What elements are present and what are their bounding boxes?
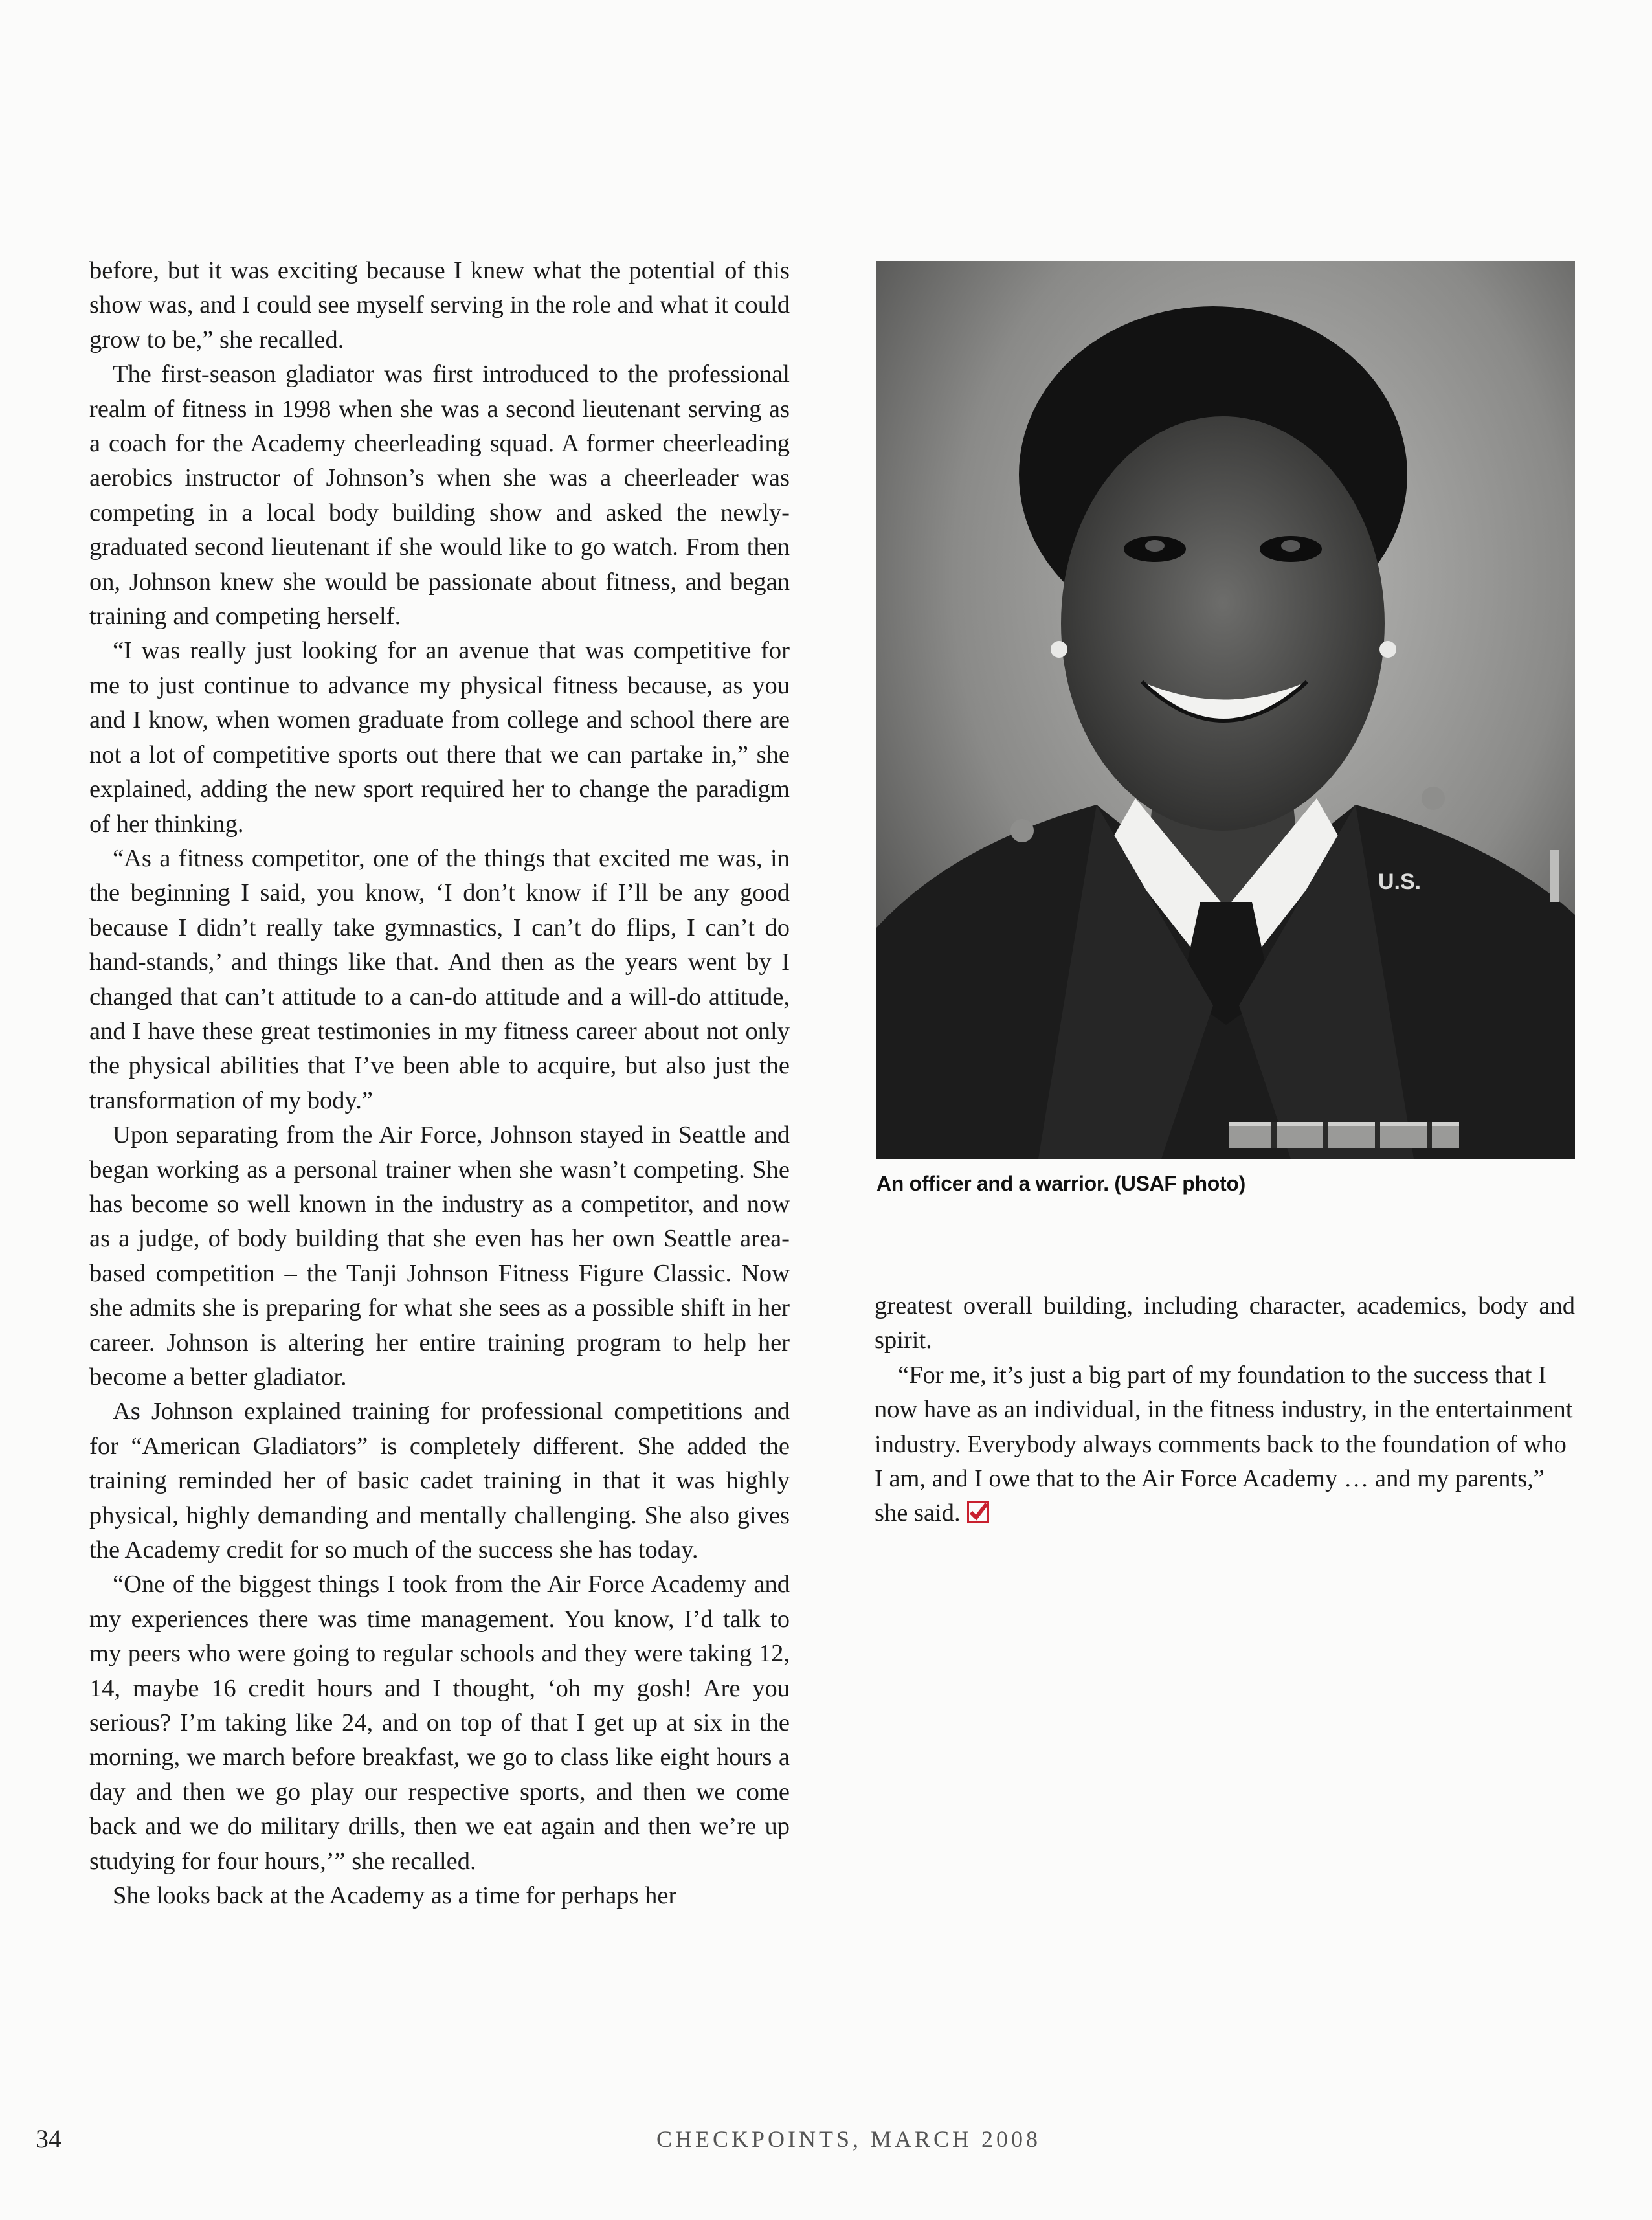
closing-text: “For me, it’s just a big part of my foundation to the success that I now have as an individual, in the fitness industry, in the entertainment industry. Everybody always comments back to the foundation of who I am, and I owe that to the Air Force Academy … and my parents,” she said. [875, 1361, 1573, 1527]
article-column-left [89, 254, 790, 1914]
paragraph: “I was really just looking for an avenue that was competitive for me to just continue to advance my physical fitness because, as you and I know, when women graduate from college and school there are not a lot of competitive sports out there that we can partake in,” she explained, adding the new sport required her to change the paradigm of her thinking. [89, 637, 790, 838]
paragraph: As Johnson explained training for professional competitions and for “American Gladiators” is completely different. She added the training reminded her of basic cadet training in that it was highly physical, highly demanding and mentally challenging. She also gives the Academy credit for so much of the success she has today. [89, 1398, 790, 1564]
paragraph: “One of the biggest things I took from the Air Force Academy and my experiences there was time management. You know, I’d talk to my peers who were going to regular schools and they were taking 12, 14, maybe 16 credit hours and I thought, ‘oh my gosh! Are you serious? I’m taking like 24, and on top of that I get up at six in the morning, we march before breakfast, we go to class like eight hours a day and then we go play our respective sports, and then we come back and we do military drills, then we eat again and then we’re up studying for four hours,’” she recalled. [89, 1571, 790, 1875]
paragraph: The first-season gladiator was first introduced to the professional realm of fitness in 1998 when she was a second lieutenant serving as a coach for the Academy cheerleading squad. A former cheerleading aerobics instructor of Johnson’s when she was a cheerleader was competing in a local body building show and asked the newly-graduated second lieutenant if she would like to go watch. From then on, Johnson knew she would be passionate about fitness, and began training and competing herself. [89, 361, 790, 631]
paragraph: Upon separating from the Air Force, Johnson stayed in Seattle and began working as a personal trainer when she wasn’t competing. She has become so well known in the industry as a competitor, and now as a judge, of body building that she even has her own Seattle area-based competition – the Tanji Johnson Fitness Figure Classic. Now she admits she is preparing for what she sees as a possible shift in her career. Johnson is altering her entire training program to help her become a better gladiator. [89, 1121, 790, 1391]
paragraph: greatest overall building, including character, academics, body and spirit. [875, 1292, 1575, 1354]
paragraph: She looks back at the Academy as a time for perhaps her [113, 1882, 677, 1910]
photo-caption: An officer and a warrior. (USAF photo) [876, 1172, 1245, 1195]
officer-portrait-photo [876, 261, 1575, 1159]
page-number: 34 [36, 2124, 61, 2153]
running-footer: CHECKPOINTS, MARCH 2008 [656, 2126, 1042, 2152]
checkmark-box-icon [967, 1501, 989, 1523]
us-insignia: U.S. [1378, 869, 1422, 894]
paragraph: “As a fitness competitor, one of the things that excited me was, in the beginning I said, you know, ‘I don’t know if I’ll be any good because I didn’t really take gymnastics, I can’t do flips, I can’t do hand-stands,’ and things like that. And then as the years went by I changed that can’t attitude to a can-do attitude and a will-do attitude, and I have these great testimonies in my fitness career about not only the physical abilities that I’ve been able to acquire, but also just the transformation of my body.” [89, 844, 790, 1114]
article-column-right [875, 1289, 1575, 1531]
portrait-illustration [876, 261, 1575, 1159]
paragraph: before, but it was exciting because I knew what the potential of this show was, and I could see myself serving in the role and what it could grow to be,” she recalled. [89, 257, 790, 353]
paragraph [875, 1358, 1575, 1531]
